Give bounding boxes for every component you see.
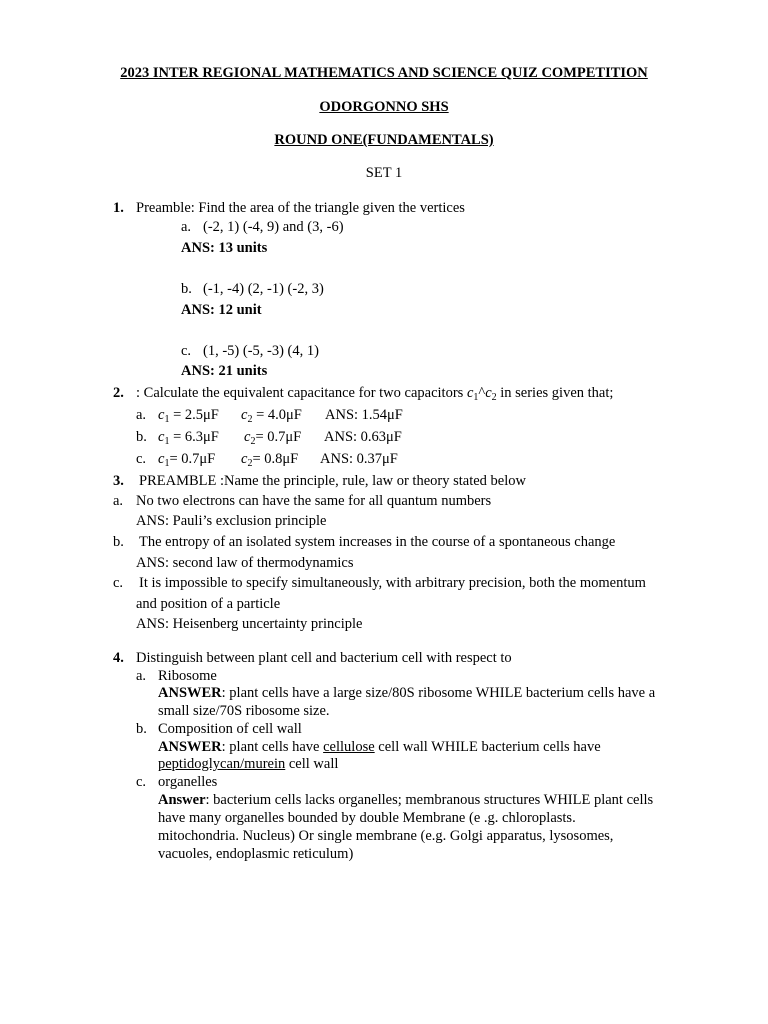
q3c-answer: ANS: Heisenberg uncertainty principle <box>136 616 363 632</box>
document-title: 2023 INTER REGIONAL MATHEMATICS AND SCIENCE QUIZ COMPETITION <box>120 65 648 81</box>
q1a-text: (-2, 1) (-4, 9) and (3, -6) <box>203 219 344 235</box>
q1a-answer: ANS: 13 units <box>181 240 268 256</box>
q2a-letter: a. <box>136 407 147 423</box>
capacitor-symbol: c <box>485 385 492 401</box>
q2-suffix: in series given that; <box>500 385 614 401</box>
q4c-letter: c. <box>136 774 147 790</box>
q4-stem: Distinguish between plant cell and bacterium cell with respect to <box>136 650 512 666</box>
set-label: SET 1 <box>365 165 403 181</box>
q2c-c2: $c_2= 0.8\mu F$ <box>241 451 299 469</box>
q3c-letter: c. <box>113 575 124 591</box>
q2b-c2: $c_2= 0.7\mu F$ <box>244 429 302 447</box>
q4b-answer-cont: peptidoglycan/murein cell wall <box>158 756 339 772</box>
q4a-answer: ANSWER: plant cells have a large size/80S ribosome WHILE bacterium cells have a <box>158 685 656 701</box>
q4a-letter: a. <box>136 668 147 684</box>
q2c-letter: c. <box>136 451 147 467</box>
q3c-statement-cont: and position of a particle <box>136 596 281 612</box>
q4c-answer-cont: mitochondria. Nucleus) Or single membrane (e.g. Golgi apparatus, lysosomes, <box>158 828 614 844</box>
q2-prefix: : Calculate the equivalent capacitance for two capacitors <box>136 385 464 401</box>
question-number: 1. <box>113 200 124 216</box>
q2c-c1: $c_1= 0.7\mu F$ <box>158 451 216 469</box>
q1b-text: (-1, -4) (2, -1) (-2, 3) <box>203 281 324 297</box>
q1c-letter: c. <box>181 343 192 359</box>
q3b-letter: b. <box>113 534 124 550</box>
q4b-letter: b. <box>136 721 147 737</box>
q2a-c1: $c_1 = 2.5\mu F$ <box>158 407 219 425</box>
q1c-answer: ANS: 21 units <box>181 363 268 379</box>
q1a-letter: a. <box>181 219 192 235</box>
q2a-c2: $c_2 = 4.0\mu F$ <box>241 407 302 425</box>
q2c-answer: ANS: 0.37μF <box>320 451 398 467</box>
q4c-answer: Answer: bacterium cells lacks organelles; membranous structures WHILE plant cells <box>158 792 654 808</box>
q3b-answer: ANS: second law of thermodynamics <box>136 555 354 571</box>
q2b-letter: b. <box>136 429 147 445</box>
question-number: 4. <box>113 650 124 666</box>
capacitor-symbol: c <box>466 385 474 401</box>
school-name: ODORGONNO SHS <box>319 99 449 115</box>
q1c-text: (1, -5) (-5, -3) (4, 1) <box>203 343 319 359</box>
round-title: ROUND ONE(FUNDAMENTALS) <box>274 132 494 148</box>
q4b-label: Composition of cell wall <box>158 721 302 737</box>
q2b-answer: ANS: 0.63μF <box>324 429 402 445</box>
wedge-symbol: ^ <box>478 385 486 401</box>
q3-preamble: PREAMBLE :Name the principle, rule, law or theory stated below <box>139 473 526 489</box>
q4c-answer-cont: vacuoles, endoplasmic reticulum) <box>158 846 354 862</box>
q1-preamble: Preamble: Find the area of the triangle given the vertices <box>136 200 465 216</box>
q4b-answer: ANSWER: plant cells have cellulose cell wall WHILE bacterium cells have <box>158 739 601 755</box>
q2a-answer: ANS: 1.54μF <box>325 407 403 423</box>
q3a-letter: a. <box>113 493 124 509</box>
q4c-label: organelles <box>158 774 218 790</box>
q2b-c1: $c_1 = 6.3\mu F$ <box>158 429 219 447</box>
q4a-label: Ribosome <box>158 668 217 684</box>
q2-stem: : Calculate the equivalent capacitance for two capacitors $c_1\^{}c_2$ in series given that; <box>136 385 614 403</box>
q4c-answer-cont: have many organelles bounded by double Membrane (e .g. chloroplasts. <box>158 810 576 826</box>
question-number: 2. <box>113 385 124 401</box>
q3a-answer: ANS: Pauli’s exclusion principle <box>136 513 327 529</box>
q4a-answer-cont: small size/70S ribosome size. <box>158 703 330 719</box>
q1b-answer: ANS: 12 unit <box>181 302 262 318</box>
q3a-statement: No two electrons can have the same for all quantum numbers <box>136 493 492 509</box>
q1b-letter: b. <box>181 281 192 297</box>
question-number: 3. <box>113 473 124 489</box>
q3c-statement: It is impossible to specify simultaneously, with arbitrary precision, both the momentum <box>139 575 646 591</box>
q3b-statement: The entropy of an isolated system increases in the course of a spontaneous change <box>139 534 616 550</box>
